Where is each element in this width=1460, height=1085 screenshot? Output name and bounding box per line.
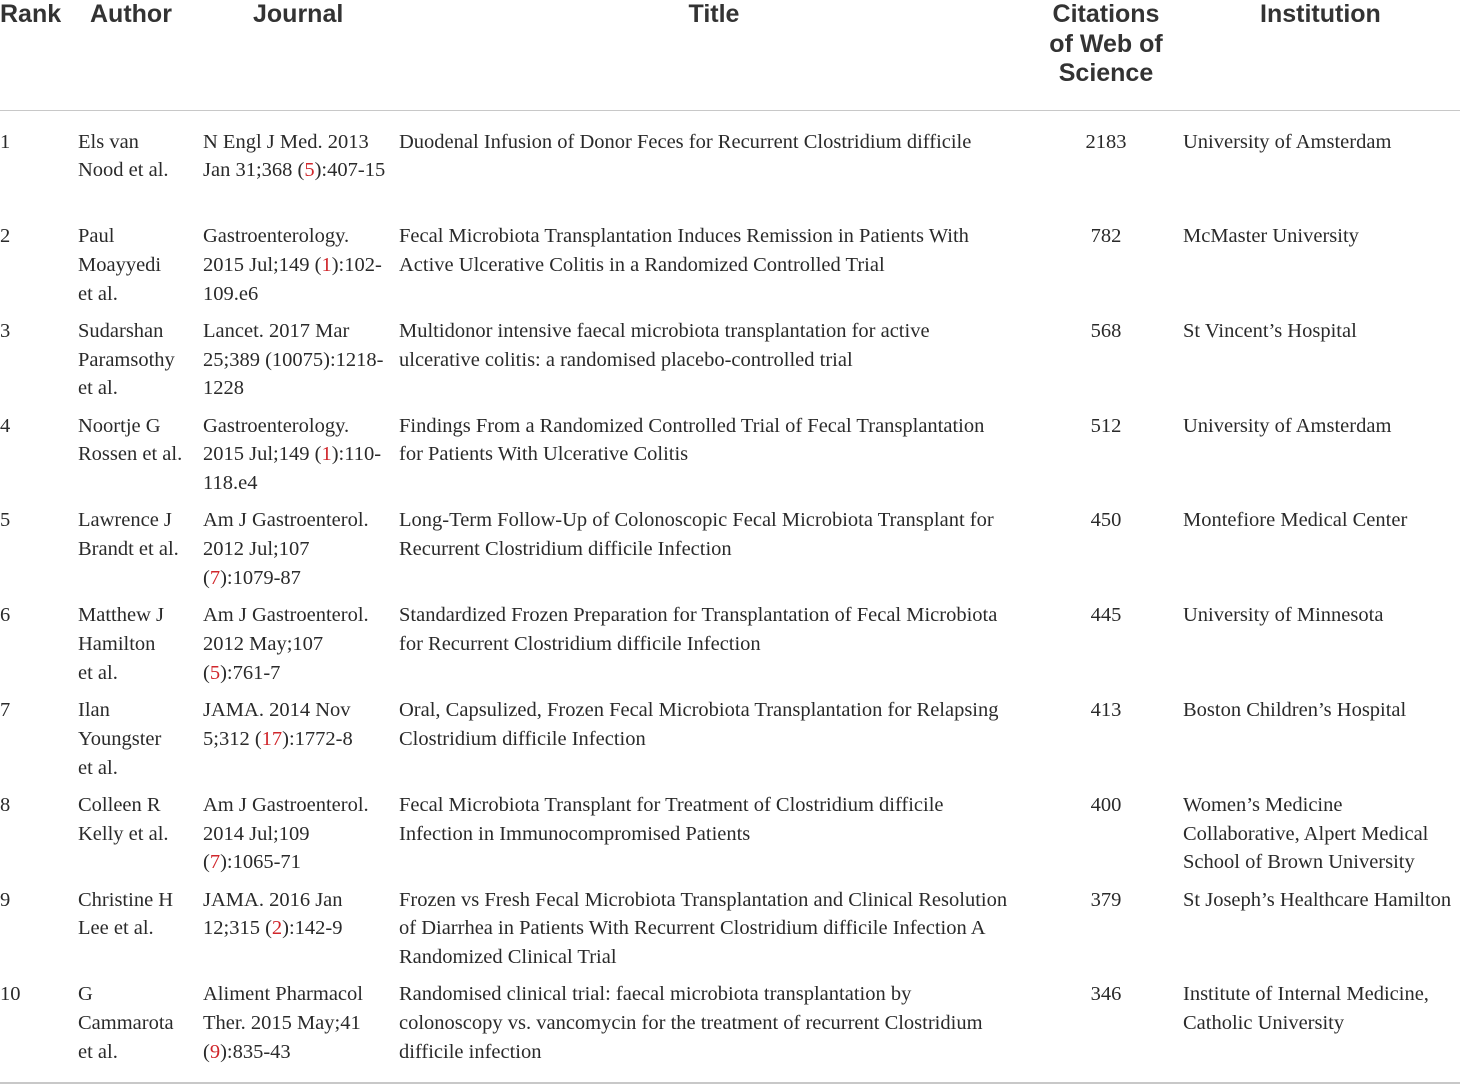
table-row xyxy=(0,791,1460,886)
header-row xyxy=(0,0,1460,110)
author-line: Lawrence J xyxy=(78,509,172,532)
table-body xyxy=(0,110,1460,1075)
cell-rank: 4 xyxy=(0,414,11,437)
cell-rank: 7 xyxy=(0,698,11,721)
cell-citations: 346 xyxy=(1090,983,1122,1006)
journal-text: ):110-118.e4 xyxy=(203,443,382,495)
cell-citations: 782 xyxy=(1090,225,1122,247)
header-citations-line: Science xyxy=(1058,59,1154,87)
cell-journal xyxy=(203,980,399,1075)
cell-rank: 9 xyxy=(0,888,11,911)
header-author: Author xyxy=(78,0,203,110)
table-row xyxy=(0,886,1460,981)
journal-text: Am J Gastroenterol. 2012 May;107 ( xyxy=(203,604,369,684)
cell-journal xyxy=(203,696,399,791)
header-title: Title xyxy=(399,0,1029,110)
cell-author xyxy=(78,412,203,507)
cell-title: Fecal Microbiota Transplantation Induces Remission in Patients With Active Ulcerative Colitis in a Randomized Controlled Trial xyxy=(399,225,969,276)
table-header xyxy=(0,0,1460,110)
cell-citations: 400 xyxy=(1090,793,1122,816)
journal-text: ):102-109.e6 xyxy=(203,253,382,305)
cell-institution: University of Amsterdam xyxy=(1183,130,1392,153)
cell-title: Multidonor intensive faecal microbiota transplantation for active ulcerative colitis: a randomised placebo-controlled trial xyxy=(399,319,930,371)
cell-institution: St Joseph’s Healthcare Hamilton xyxy=(1183,888,1452,911)
table-row xyxy=(0,980,1460,1075)
reference-link[interactable]: 1 xyxy=(321,253,332,276)
table-row xyxy=(0,601,1460,696)
table-row xyxy=(0,412,1460,507)
cell-institution: Boston Children’s Hospital xyxy=(1183,698,1407,721)
cell-author xyxy=(78,601,203,696)
cell-institution: University of Minnesota xyxy=(1183,604,1384,627)
journal-text: ):142-9 xyxy=(282,917,343,940)
reference-link[interactable]: 5 xyxy=(304,159,315,182)
author-line: Paramsothy xyxy=(78,348,175,371)
reference-link[interactable]: 5 xyxy=(209,661,221,684)
cell-author xyxy=(78,222,203,317)
header-journal: Journal xyxy=(203,0,399,110)
header-rank: Rank xyxy=(0,0,78,110)
author-line: et al. xyxy=(78,1040,118,1063)
author-line: Paul xyxy=(78,225,115,247)
cell-author xyxy=(78,506,203,601)
author-line: Cammarota xyxy=(78,1012,174,1035)
cell-journal xyxy=(203,110,399,222)
author-line: et al. xyxy=(78,282,118,305)
journal-text: JAMA. 2016 Jan 12;315 ( xyxy=(203,888,343,940)
author-line: Hamilton xyxy=(78,632,156,655)
reference-link[interactable]: 1 xyxy=(321,443,332,466)
cell-rank: 6 xyxy=(0,604,11,627)
header-citations-line: of Web of xyxy=(1049,29,1163,58)
cell-rank: 2 xyxy=(0,225,11,247)
cell-author xyxy=(78,317,203,412)
journal-text: ):1772-8 xyxy=(282,727,353,750)
table-row xyxy=(0,222,1460,317)
reference-link[interactable]: 7 xyxy=(209,851,221,874)
cell-journal xyxy=(203,886,399,981)
cell-journal xyxy=(203,601,399,696)
header-institution: Institution xyxy=(1183,0,1460,110)
cell-journal xyxy=(203,791,399,886)
journal-text: N Engl J Med. 2013 Jan 31;368 ( xyxy=(203,130,369,182)
cell-author xyxy=(78,980,203,1075)
reference-link[interactable]: 9 xyxy=(209,1040,221,1063)
cell-citations: 450 xyxy=(1090,509,1122,532)
cell-institution: St Vincent’s Hospital xyxy=(1183,319,1357,342)
journal-text: Am J Gastroenterol. 2014 Jul;109 ( xyxy=(203,793,369,874)
cell-citations: 379 xyxy=(1090,888,1122,911)
reference-link[interactable]: 17 xyxy=(261,727,283,750)
header-citations-line: Citations xyxy=(1052,0,1160,28)
author-line: G xyxy=(78,983,93,1006)
cell-title: Standardized Frozen Preparation for Transplantation of Fecal Microbiota for Recurrent Clostridium difficile Infection xyxy=(399,604,998,655)
cell-journal xyxy=(203,222,399,317)
journal-text: Lancet. 2017 Mar 25;389 (10075):1218-1228 xyxy=(203,319,384,400)
journal-text: ):407-15 xyxy=(314,159,386,182)
cell-institution: University of Amsterdam xyxy=(1183,414,1392,437)
journal-text: ):1065-71 xyxy=(220,851,301,874)
author-line: et al. xyxy=(78,377,118,400)
cell-rank: 5 xyxy=(0,509,11,532)
journal-text: JAMA. 2014 Nov 5;312 ( xyxy=(203,698,351,750)
journal-text: Am J Gastroenterol. 2012 Jul;107 ( xyxy=(203,509,369,589)
author-line: et al. xyxy=(78,756,118,779)
cell-title: Long-Term Follow-Up of Colonoscopic Fecal Microbiota Transplant for Recurrent Clostridium difficile Infection xyxy=(399,509,994,561)
cell-citations: 2183 xyxy=(1085,130,1127,153)
author-line: Ilan xyxy=(78,698,110,721)
table-row xyxy=(0,317,1460,412)
author-line: et al. xyxy=(78,661,118,684)
author-line: Sudarshan xyxy=(78,319,164,342)
author-line: Christine H xyxy=(78,888,174,911)
cell-citations: 512 xyxy=(1090,414,1122,437)
reference-link[interactable]: 7 xyxy=(209,566,221,589)
journal-text: ):835-43 xyxy=(220,1040,291,1063)
cell-author xyxy=(78,696,203,791)
cell-rank: 3 xyxy=(0,319,11,342)
cell-institution: McMaster University xyxy=(1183,225,1359,247)
author-line: Kelly et al. xyxy=(78,822,169,845)
cell-rank: 1 xyxy=(0,130,11,153)
cell-rank: 10 xyxy=(0,983,21,1006)
table-row xyxy=(0,696,1460,791)
author-line: Brandt et al. xyxy=(78,538,179,561)
cell-rank: 8 xyxy=(0,793,11,816)
table-row xyxy=(0,506,1460,601)
cell-citations: 413 xyxy=(1090,698,1122,721)
author-line: Nood et al. xyxy=(78,159,169,182)
table-bottom-rule xyxy=(0,1082,1460,1084)
cell-author xyxy=(78,791,203,886)
journal-text: ):761-7 xyxy=(220,661,281,684)
author-line: Moayyedi xyxy=(78,253,162,276)
cell-title: Randomised clinical trial: faecal microbiota transplantation by colonoscopy vs. vancomycin for the treatment of recurrent Clostridium difficile infection xyxy=(399,983,983,1063)
cell-journal xyxy=(203,506,399,601)
cell-institution: Women’s Medicine Collaborative, Alpert Medical School of Brown University xyxy=(1183,793,1429,874)
journal-text: Gastroenterology. 2015 Jul;149 ( xyxy=(203,225,350,276)
cell-journal xyxy=(203,412,399,507)
table-row xyxy=(0,110,1460,222)
reference-link[interactable]: 2 xyxy=(271,917,283,940)
author-line: Colleen R xyxy=(78,793,161,816)
journal-text: Aliment Pharmacol Ther. 2015 May;41 ( xyxy=(203,983,363,1063)
author-line: Youngster xyxy=(78,727,162,750)
cell-citations: 568 xyxy=(1090,319,1122,342)
cell-title: Oral, Capsulized, Frozen Fecal Microbiota Transplantation for Relapsing Clostridium difficile Infection xyxy=(399,698,999,750)
cell-title: Duodenal Infusion of Donor Feces for Recurrent Clostridium difficile xyxy=(399,130,972,153)
author-line: Matthew J xyxy=(78,604,164,627)
cell-title: Fecal Microbiota Transplant for Treatment of Clostridium difficile Infection in Immunocompromised Patients xyxy=(399,793,944,845)
cell-citations: 445 xyxy=(1090,604,1122,627)
author-line: Els van xyxy=(78,130,139,153)
cell-title: Findings From a Randomized Controlled Trial of Fecal Transplantation for Patients With Ulcerative Colitis xyxy=(399,414,985,466)
author-line: Rossen et al. xyxy=(78,443,183,466)
author-line: Lee et al. xyxy=(78,917,154,940)
cell-author xyxy=(78,110,203,222)
cell-title: Frozen vs Fresh Fecal Microbiota Transplantation and Clinical Resolution of Diarrhea in Patients With Recurrent Clostridium difficile Infection A Randomized Clinical Trial xyxy=(399,888,1008,969)
author-line: Noortje G xyxy=(78,414,161,437)
cell-institution: Institute of Internal Medicine, Catholic University xyxy=(1183,983,1429,1035)
cell-author xyxy=(78,886,203,981)
cell-institution: Montefiore Medical Center xyxy=(1183,509,1408,532)
journal-text: ):1079-87 xyxy=(220,566,301,589)
cell-journal xyxy=(203,317,399,412)
header-citations xyxy=(1029,0,1183,110)
journal-text: Gastroenterology. 2015 Jul;149 ( xyxy=(203,414,350,466)
